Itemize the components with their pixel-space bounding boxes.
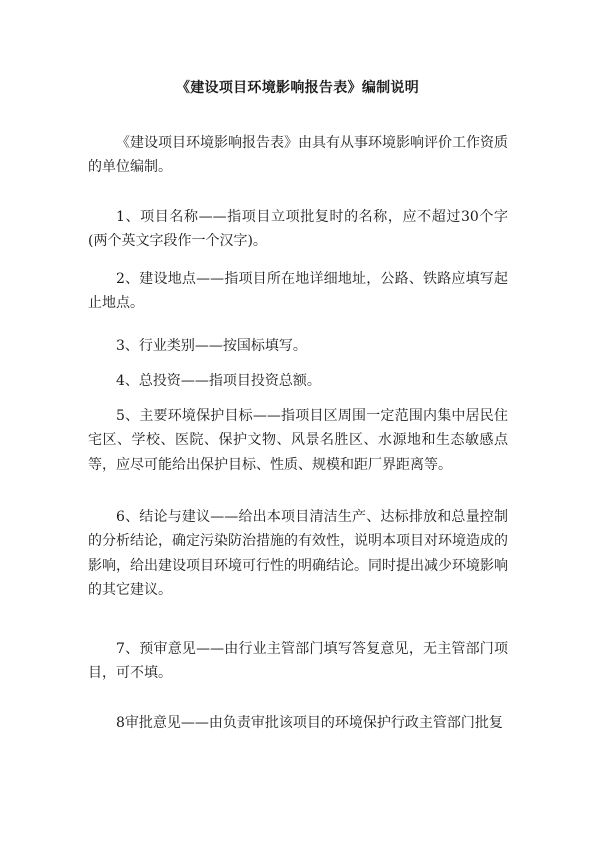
item-protection-targets: 5、主要环境保护目标——指项目区周围一定范围内集中居民住宅区、学校、医院、保护文物、风景名胜区、水源地和生态敏感点等，应尽可能给出保护目标、性质、规模和距厂界距离等。: [88, 408, 508, 473]
document-title: 《建设项目环境影响报告表》编制说明: [175, 80, 420, 96]
intro-paragraph: 《建设项目环境影响报告表》由具有从事环境影响评价工作资质的单位编制。: [88, 135, 508, 176]
item-project-name: 1、项目名称——指项目立项批复时的名称，应不超过30个字(两个英文字段作一个汉字)。: [88, 209, 508, 250]
item-construction-site: 2、建设地点——指项目所在地详细地址，公路、铁路应填写起止地点。: [88, 271, 508, 312]
item-total-investment: 4、总投资——指项目投资总额。: [116, 373, 321, 389]
item-approval-opinion: 8审批意见——由负责审批该项目的环境保护行政主管部门批复: [116, 715, 503, 731]
item-preliminary-review: 7、预审意见——由行业主管部门填写答复意见，无主管部门项目，可不填。: [88, 641, 508, 682]
item-industry-category: 3、行业类别——按国标填写。: [116, 338, 307, 354]
item-conclusions: 6、结论与建议——给出本项目清洁生产、达标排放和总量控制的分析结论，确定污染防治措施的有效性，说明本项目对环境造成的影响，给出建设项目环境可行性的明确结论。同时提出减少环境影响的其它建议。: [88, 509, 508, 599]
